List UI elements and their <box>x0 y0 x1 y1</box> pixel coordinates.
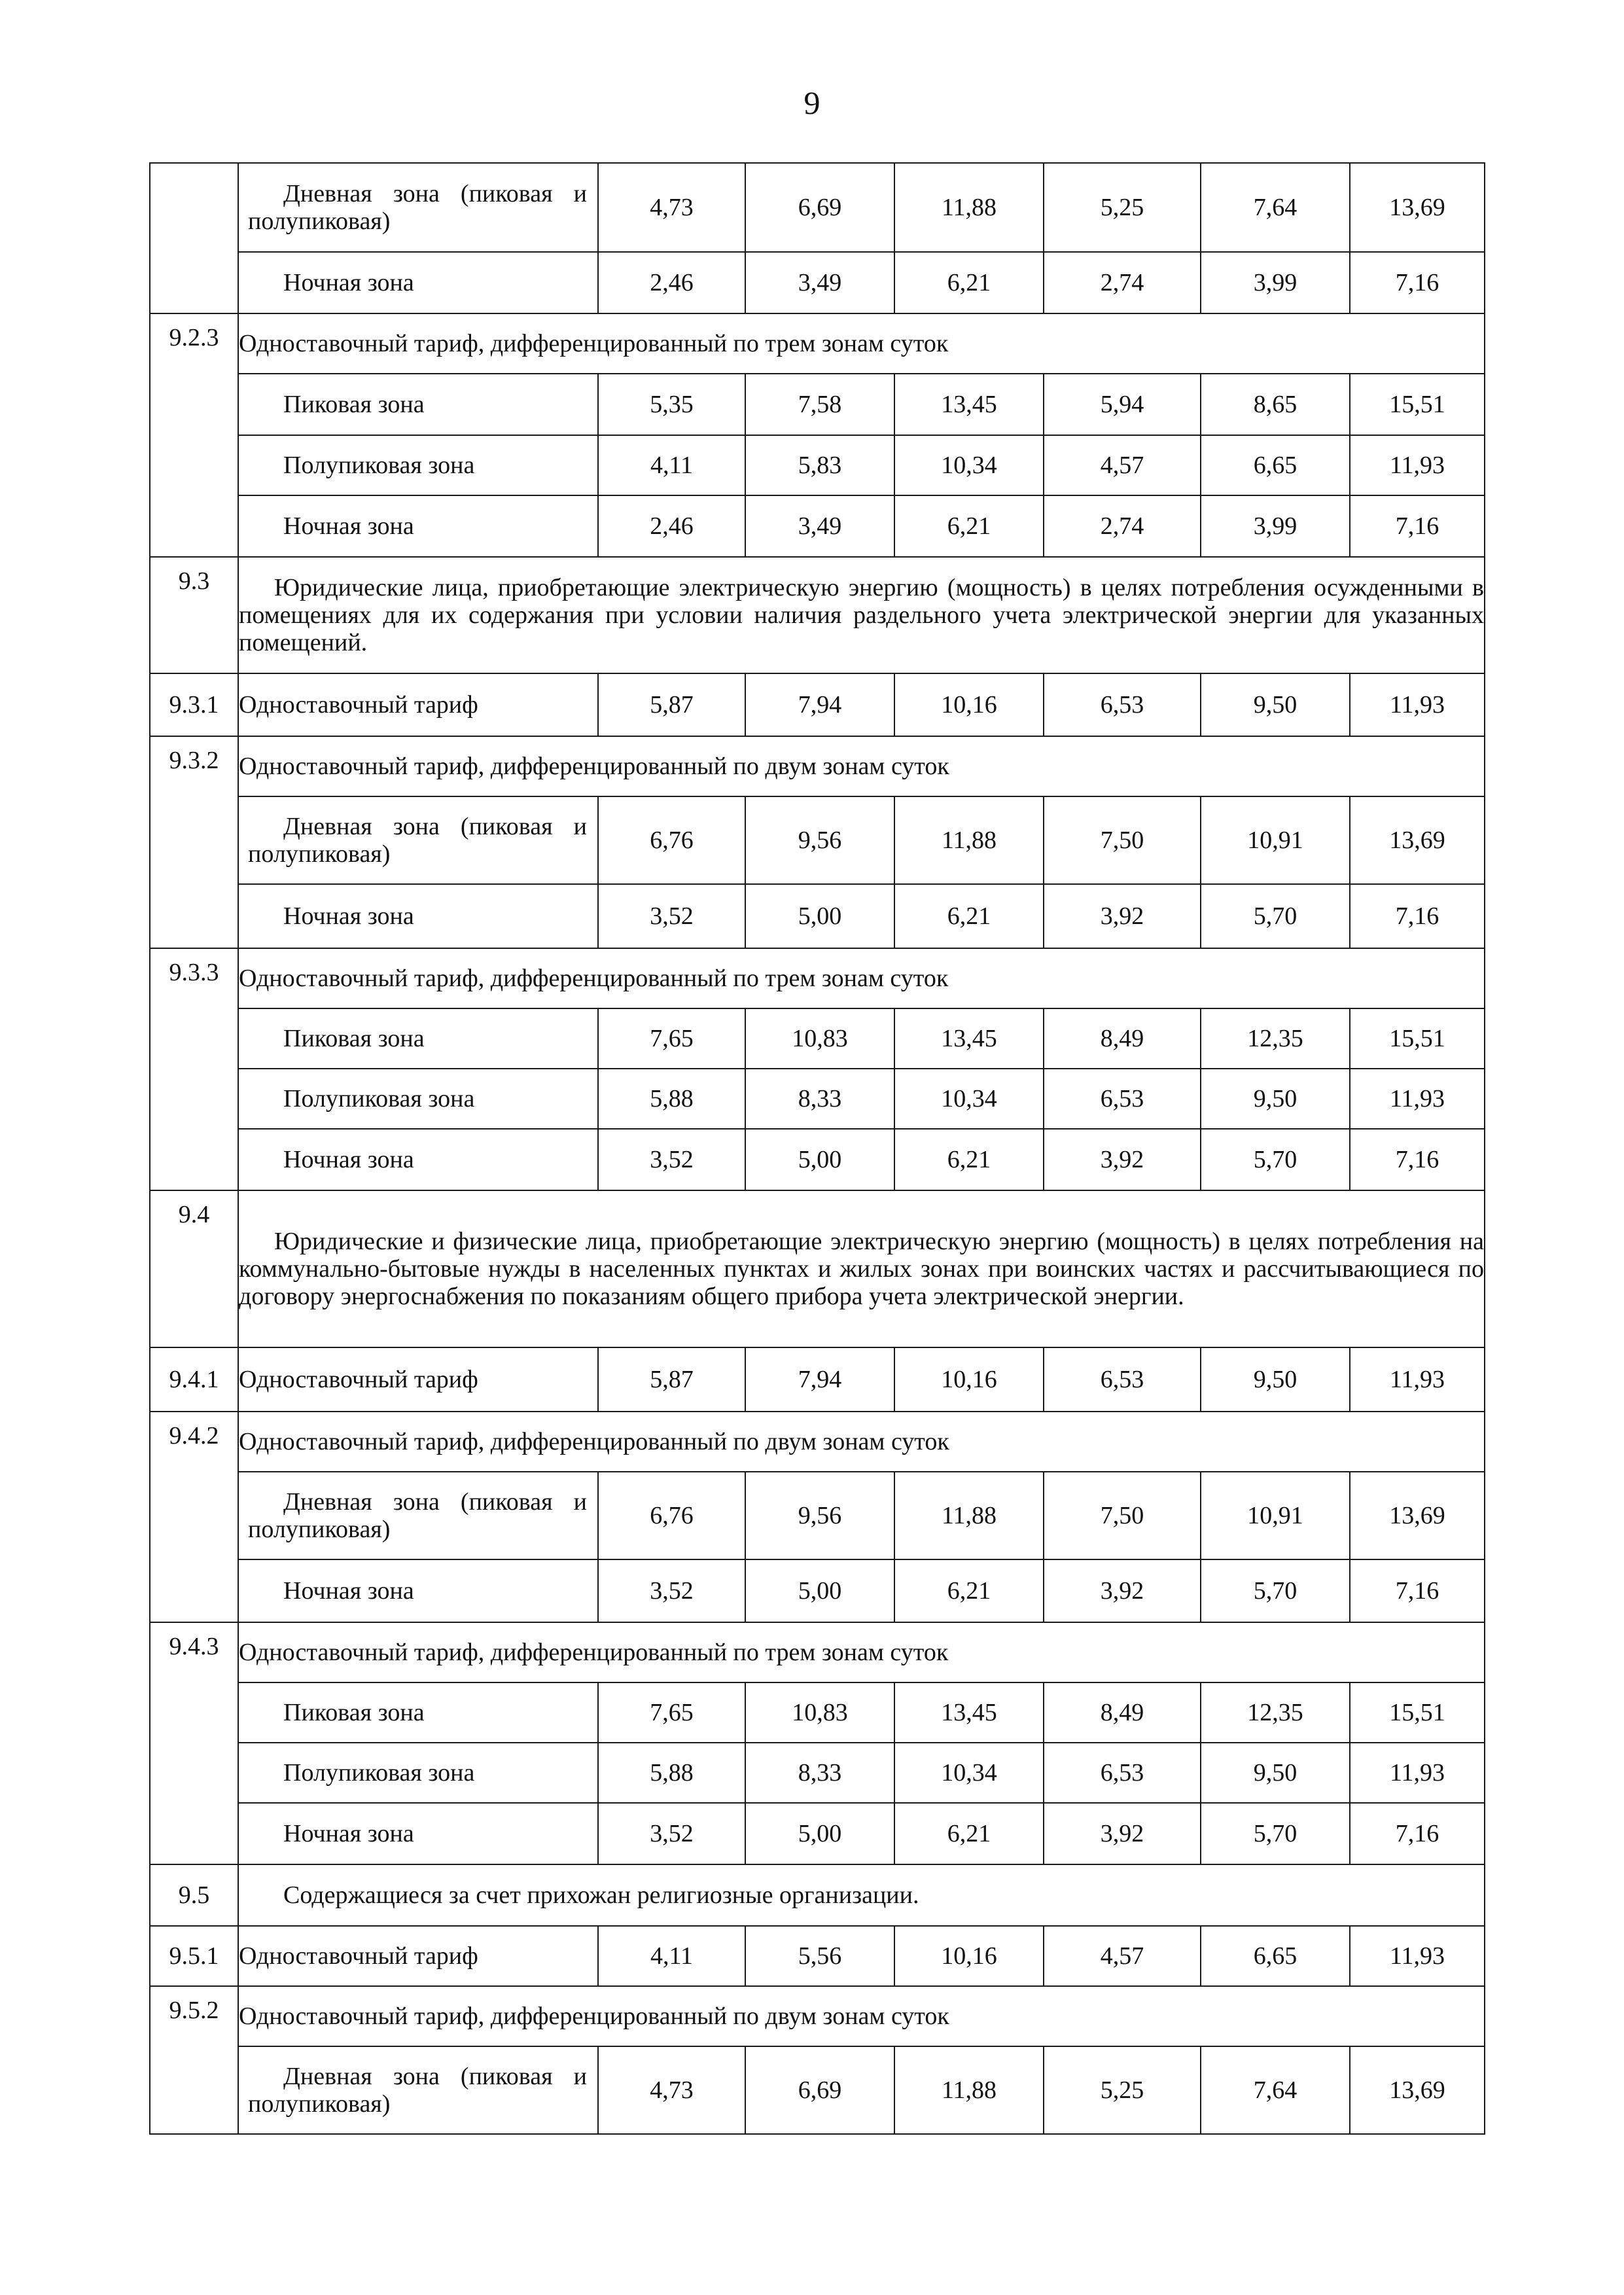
table-row <box>150 1347 1485 1412</box>
row-label: Одноставочный тариф <box>238 1926 598 1986</box>
value-cell: 7,16 <box>1350 1129 1485 1190</box>
row-label: Ночная зона <box>238 495 598 557</box>
value-cell: 6,21 <box>894 252 1044 313</box>
table-row <box>150 1743 1485 1803</box>
value-cell: 11,93 <box>1350 1347 1485 1412</box>
table-row <box>150 948 1485 1008</box>
row-label: Дневная зона (пиковая и полупиковая) <box>238 2046 598 2134</box>
row-code: 9.5 <box>150 1864 238 1926</box>
page-number: 9 <box>803 84 821 121</box>
value-cell: 4,57 <box>1044 1926 1201 1986</box>
value-cell: 7,16 <box>1350 495 1485 557</box>
value-cell: 13,45 <box>894 1008 1044 1069</box>
value-cell: 6,53 <box>1044 1743 1201 1803</box>
value-cell: 15,51 <box>1350 1682 1485 1743</box>
value-cell: 13,69 <box>1350 163 1485 252</box>
value-cell: 6,21 <box>894 495 1044 557</box>
section-title: Одноставочный тариф, дифференцированный по трем зонам суток <box>238 948 1485 1008</box>
table-row <box>150 374 1485 435</box>
value-cell: 9,50 <box>1201 1069 1350 1129</box>
value-cell: 5,25 <box>1044 2046 1201 2134</box>
value-cell: 12,35 <box>1201 1682 1350 1743</box>
value-cell: 10,91 <box>1201 796 1350 884</box>
table-row <box>150 1559 1485 1622</box>
section-title: Одноставочный тариф, дифференцированный по двум зонам суток <box>238 1412 1485 1472</box>
value-cell: 3,49 <box>745 495 894 557</box>
row-code: 9.4.3 <box>150 1622 238 1864</box>
row-code: 9.3.2 <box>150 736 238 948</box>
value-cell: 2,74 <box>1044 252 1201 313</box>
category-description: Содержащиеся за счет прихожан религиозные организации. <box>238 1864 1485 1926</box>
value-cell: 8,33 <box>745 1069 894 1129</box>
tariff-table <box>149 162 1485 2135</box>
value-cell: 7,50 <box>1044 1472 1201 1559</box>
value-cell: 10,83 <box>745 1008 894 1069</box>
row-code: 9.3.3 <box>150 948 238 1190</box>
row-code: 9.5.1 <box>150 1926 238 1986</box>
row-code: 9.5.2 <box>150 1986 238 2134</box>
row-code: 9.2.3 <box>150 313 238 557</box>
table-row <box>150 1129 1485 1190</box>
value-cell: 9,50 <box>1201 1347 1350 1412</box>
table-row <box>150 495 1485 557</box>
value-cell: 5,56 <box>745 1926 894 1986</box>
row-label: Полупиковая зона <box>238 1069 598 1129</box>
value-cell: 8,49 <box>1044 1008 1201 1069</box>
table-row <box>150 1986 1485 2046</box>
value-cell: 9,50 <box>1201 673 1350 736</box>
value-cell: 5,88 <box>598 1743 745 1803</box>
value-cell: 6,65 <box>1201 435 1350 495</box>
value-cell: 2,74 <box>1044 495 1201 557</box>
value-cell: 3,52 <box>598 1129 745 1190</box>
value-cell: 9,56 <box>745 796 894 884</box>
section-title: Одноставочный тариф, дифференцированный по трем зонам суток <box>238 313 1485 374</box>
value-cell: 9,56 <box>745 1472 894 1559</box>
value-cell: 4,73 <box>598 2046 745 2134</box>
value-cell: 3,92 <box>1044 884 1201 948</box>
table-row <box>150 1472 1485 1559</box>
value-cell: 2,46 <box>598 252 745 313</box>
value-cell: 3,99 <box>1201 495 1350 557</box>
value-cell: 9,50 <box>1201 1743 1350 1803</box>
value-cell: 15,51 <box>1350 1008 1485 1069</box>
value-cell: 13,69 <box>1350 2046 1485 2134</box>
category-description: Юридические и физические лица, приобретающие электрическую энергию (мощность) в целях потребления на коммунально-бытовые нужды в населенных пунктах и жилых зонах при воинских частях и рассчитывающиеся по договору энергоснабжения по показаниям общего прибора учета электрической энергии. <box>238 1190 1485 1347</box>
section-title: Одноставочный тариф, дифференцированный по трем зонам суток <box>238 1622 1485 1682</box>
value-cell: 5,00 <box>745 1129 894 1190</box>
table-row <box>150 1926 1485 1986</box>
row-code: 9.4.2 <box>150 1412 238 1622</box>
value-cell: 5,87 <box>598 1347 745 1412</box>
row-label: Ночная зона <box>238 884 598 948</box>
value-cell: 5,70 <box>1201 884 1350 948</box>
value-cell: 13,45 <box>894 374 1044 435</box>
value-cell: 10,34 <box>894 435 1044 495</box>
value-cell: 3,52 <box>598 1559 745 1622</box>
value-cell: 10,34 <box>894 1069 1044 1129</box>
table-row <box>150 1008 1485 1069</box>
value-cell: 5,87 <box>598 673 745 736</box>
row-label: Дневная зона (пиковая и полупиковая) <box>238 1472 598 1559</box>
table-row <box>150 1069 1485 1129</box>
value-cell: 11,93 <box>1350 1069 1485 1129</box>
row-label: Ночная зона <box>238 1129 598 1190</box>
value-cell: 6,53 <box>1044 673 1201 736</box>
row-label: Полупиковая зона <box>238 1743 598 1803</box>
value-cell: 3,92 <box>1044 1559 1201 1622</box>
value-cell: 15,51 <box>1350 374 1485 435</box>
value-cell: 3,99 <box>1201 252 1350 313</box>
section-title: Одноставочный тариф, дифференцированный по двум зонам суток <box>238 1986 1485 2046</box>
value-cell: 5,88 <box>598 1069 745 1129</box>
value-cell: 11,88 <box>894 1472 1044 1559</box>
value-cell: 5,25 <box>1044 163 1201 252</box>
value-cell: 6,21 <box>894 884 1044 948</box>
value-cell: 4,57 <box>1044 435 1201 495</box>
value-cell: 10,91 <box>1201 1472 1350 1559</box>
row-label: Одноставочный тариф <box>238 673 598 736</box>
row-label: Полупиковая зона <box>238 435 598 495</box>
value-cell: 6,65 <box>1201 1926 1350 1986</box>
value-cell: 6,21 <box>894 1129 1044 1190</box>
table-row <box>150 884 1485 948</box>
value-cell: 7,64 <box>1201 2046 1350 2134</box>
row-code <box>150 163 238 313</box>
value-cell: 10,16 <box>894 673 1044 736</box>
row-label: Одноставочный тариф <box>238 1347 598 1412</box>
row-label: Дневная зона (пиковая и полупиковая) <box>238 796 598 884</box>
value-cell: 6,76 <box>598 1472 745 1559</box>
row-label: Ночная зона <box>238 1559 598 1622</box>
value-cell: 12,35 <box>1201 1008 1350 1069</box>
value-cell: 11,88 <box>894 163 1044 252</box>
row-label: Пиковая зона <box>238 1682 598 1743</box>
table-row <box>150 1412 1485 1472</box>
value-cell: 3,52 <box>598 884 745 948</box>
value-cell: 7,16 <box>1350 884 1485 948</box>
section-title: Одноставочный тариф, дифференцированный по двум зонам суток <box>238 736 1485 796</box>
value-cell: 11,93 <box>1350 673 1485 736</box>
table-row <box>150 1682 1485 1743</box>
value-cell: 7,58 <box>745 374 894 435</box>
table-row <box>150 435 1485 495</box>
value-cell: 6,69 <box>745 163 894 252</box>
row-label: Дневная зона (пиковая и полупиковая) <box>238 163 598 252</box>
row-code: 9.4 <box>150 1190 238 1347</box>
row-label: Пиковая зона <box>238 374 598 435</box>
row-label: Ночная зона <box>238 252 598 313</box>
value-cell: 6,21 <box>894 1559 1044 1622</box>
table-row <box>150 673 1485 736</box>
value-cell: 7,16 <box>1350 1803 1485 1864</box>
value-cell: 3,92 <box>1044 1129 1201 1190</box>
value-cell: 5,00 <box>745 1559 894 1622</box>
value-cell: 7,65 <box>598 1682 745 1743</box>
table-row <box>150 313 1485 374</box>
value-cell: 10,16 <box>894 1926 1044 1986</box>
value-cell: 6,53 <box>1044 1069 1201 1129</box>
category-description: Юридические лица, приобретающие электрическую энергию (мощность) в целях потребления осужденными в помещениях для их содержания при условии наличия раздельного учета электрической энергии для указанных помещений. <box>238 557 1485 673</box>
table-row <box>150 163 1485 252</box>
value-cell: 11,88 <box>894 796 1044 884</box>
value-cell: 10,83 <box>745 1682 894 1743</box>
value-cell: 11,93 <box>1350 1926 1485 1986</box>
value-cell: 7,65 <box>598 1008 745 1069</box>
value-cell: 4,11 <box>598 1926 745 1986</box>
value-cell: 8,33 <box>745 1743 894 1803</box>
value-cell: 3,52 <box>598 1803 745 1864</box>
value-cell: 5,00 <box>745 884 894 948</box>
value-cell: 13,69 <box>1350 796 1485 884</box>
value-cell: 7,94 <box>745 1347 894 1412</box>
value-cell: 7,16 <box>1350 1559 1485 1622</box>
value-cell: 4,11 <box>598 435 745 495</box>
table-row <box>150 1803 1485 1864</box>
value-cell: 10,16 <box>894 1347 1044 1412</box>
value-cell: 8,49 <box>1044 1682 1201 1743</box>
value-cell: 4,73 <box>598 163 745 252</box>
value-cell: 3,92 <box>1044 1803 1201 1864</box>
value-cell: 6,21 <box>894 1803 1044 1864</box>
value-cell: 11,93 <box>1350 1743 1485 1803</box>
row-code: 9.4.1 <box>150 1347 238 1412</box>
value-cell: 5,70 <box>1201 1803 1350 1864</box>
value-cell: 13,69 <box>1350 1472 1485 1559</box>
table-row <box>150 1622 1485 1682</box>
table-row <box>150 557 1485 673</box>
table-row <box>150 1190 1485 1347</box>
value-cell: 10,34 <box>894 1743 1044 1803</box>
value-cell: 5,83 <box>745 435 894 495</box>
row-code: 9.3 <box>150 557 238 673</box>
row-code: 9.3.1 <box>150 673 238 736</box>
value-cell: 13,45 <box>894 1682 1044 1743</box>
value-cell: 2,46 <box>598 495 745 557</box>
value-cell: 7,94 <box>745 673 894 736</box>
value-cell: 5,00 <box>745 1803 894 1864</box>
table-row <box>150 2046 1485 2134</box>
value-cell: 3,49 <box>745 252 894 313</box>
table-row <box>150 252 1485 313</box>
value-cell: 5,70 <box>1201 1559 1350 1622</box>
row-label: Пиковая зона <box>238 1008 598 1069</box>
value-cell: 5,70 <box>1201 1129 1350 1190</box>
table-row <box>150 796 1485 884</box>
value-cell: 11,88 <box>894 2046 1044 2134</box>
value-cell: 6,76 <box>598 796 745 884</box>
table-row <box>150 736 1485 796</box>
value-cell: 7,64 <box>1201 163 1350 252</box>
value-cell: 6,69 <box>745 2046 894 2134</box>
value-cell: 8,65 <box>1201 374 1350 435</box>
value-cell: 7,50 <box>1044 796 1201 884</box>
row-label: Ночная зона <box>238 1803 598 1864</box>
table-row <box>150 1864 1485 1926</box>
value-cell: 5,35 <box>598 374 745 435</box>
value-cell: 11,93 <box>1350 435 1485 495</box>
value-cell: 5,94 <box>1044 374 1201 435</box>
value-cell: 6,53 <box>1044 1347 1201 1412</box>
value-cell: 7,16 <box>1350 252 1485 313</box>
